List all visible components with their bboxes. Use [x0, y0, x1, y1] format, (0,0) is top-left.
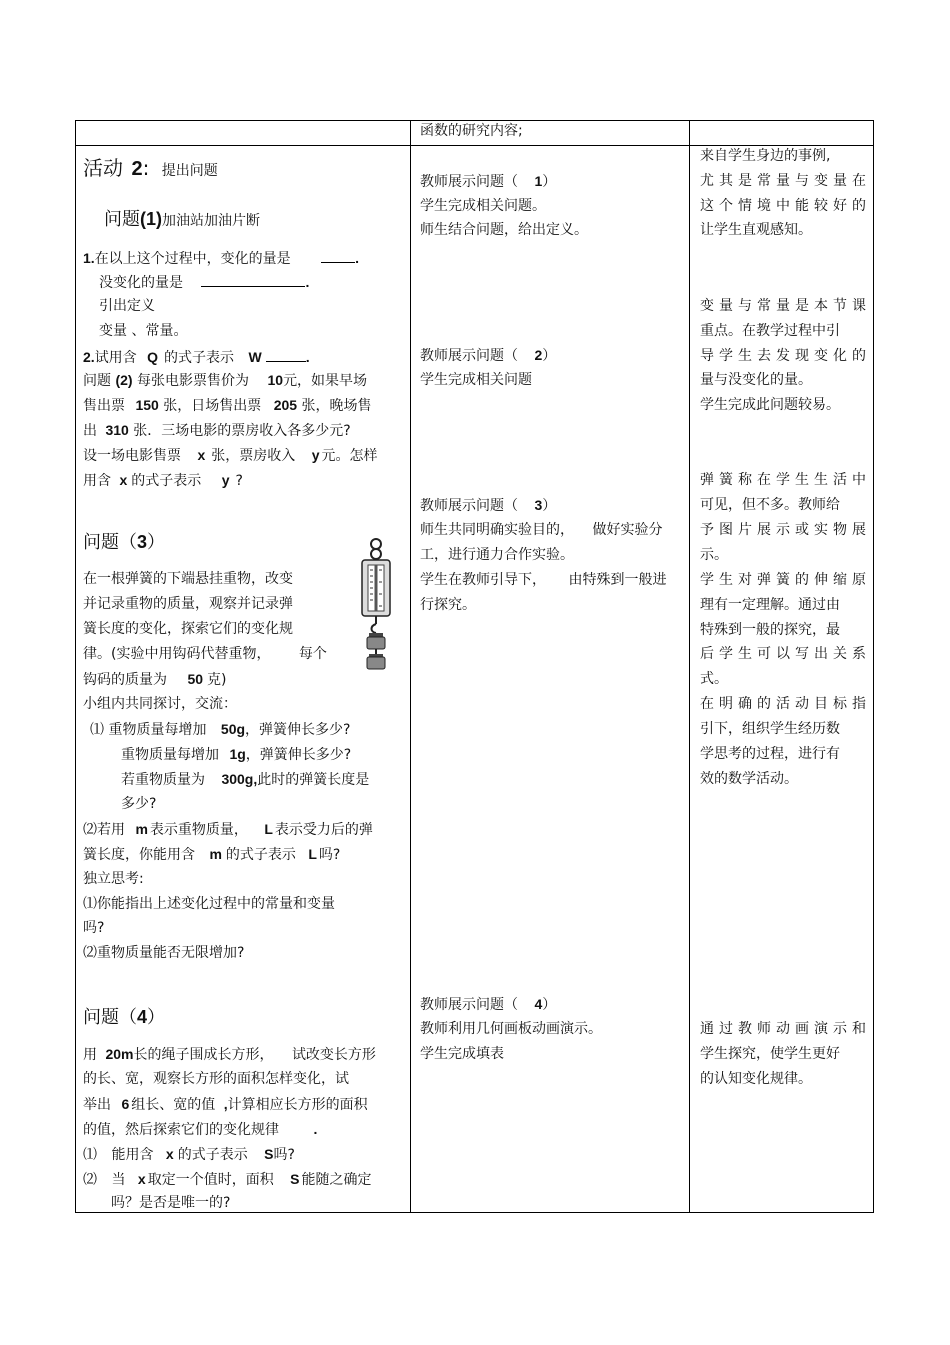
q2-l3-n: 310: [105, 422, 129, 438]
t-b2-l1-b: ）: [542, 348, 557, 364]
q4-l3-c: ,: [223, 1096, 228, 1112]
t-b2-l1-a: 教师展示问题（: [420, 348, 518, 364]
teacher-block3-line1: [420, 496, 556, 515]
q4-s1-b: 能用含: [111, 1147, 154, 1163]
design-d-line1: 通过教师动画演示和: [700, 1021, 866, 1037]
q4-sub3: 吗？是否是唯一的?: [111, 1195, 231, 1211]
q1-line5-end: .: [305, 349, 310, 365]
q2-l2-n2: 205: [273, 397, 298, 413]
q1-line5: [83, 347, 310, 367]
q3-s2-a: 重物质量每增加: [121, 747, 219, 763]
q4-l1-b: 长的绳子围成长方形，: [133, 1047, 274, 1063]
t-b4-l1-b: ）: [542, 997, 557, 1013]
q3-s5-c: 表示受力后的弹: [274, 822, 373, 838]
teacher-block4-line2: 教师利用几何画板动画演示。: [420, 1021, 602, 1037]
design-c-line10: 在明确的活动目标指: [700, 696, 866, 712]
q4-l3-n: 6: [121, 1096, 130, 1112]
q2-l1-a: 问题: [83, 373, 111, 389]
q1-title: [104, 208, 260, 231]
t-b3-l1-a: 教师展示问题（: [420, 498, 518, 514]
q1-line1-end: .: [355, 250, 360, 266]
t-b1-l1-b: ）: [542, 174, 557, 190]
table-col-divider-1: [410, 120, 411, 1213]
activity-heading-title: 提出问题: [161, 163, 218, 179]
t-b3-l1-b: ）: [542, 498, 557, 514]
q2-l2-c: 张，晚场售: [301, 398, 372, 414]
q3-p4-b: 每个: [298, 646, 327, 662]
q2-l1-n: 10: [267, 372, 284, 388]
t-b3-l2-a: 师生共同明确实验目的，: [420, 522, 574, 538]
q1-line2: [99, 272, 309, 292]
table-bottom-border: [75, 1212, 874, 1213]
q3-para-line5: [83, 670, 227, 689]
q4-line2: 的长、宽，观察长方形的面积怎样变化，试: [83, 1071, 349, 1087]
q4-l1-a: 用: [83, 1047, 97, 1063]
t-b4-l1-a: 教师展示问题（: [420, 997, 518, 1013]
q1-blank-3: [266, 347, 306, 362]
q4-line3: [83, 1095, 368, 1114]
design-c-line5: 学生对弹簧的伸缩原: [700, 572, 866, 588]
design-a-line2: 尤其是常量与变量在: [700, 173, 866, 189]
q2-l3-a: 出: [83, 423, 97, 439]
q2-l4-x: x: [197, 447, 206, 463]
design-c-line9: 式。: [700, 671, 728, 687]
q3-sub6: [83, 845, 340, 864]
table-col-divider-2: [689, 120, 690, 1213]
q1-line5-a: 试用含: [94, 350, 137, 366]
teacher-block3-line2: [420, 521, 662, 539]
q4-s2-c: 取定一个值时，面积: [147, 1172, 274, 1188]
q3-sub5: [83, 820, 373, 839]
q3-s2-n: 1g: [229, 746, 246, 762]
q3-p4-a: 律。(实验中用钩码代替重物，: [83, 646, 271, 662]
design-a-line1: 来自学生身边的事例,: [700, 148, 831, 164]
design-c-line2: 可见，但不多。教师给: [700, 497, 840, 513]
table-right-border: [873, 120, 874, 1213]
q2-l5-b: 的式子表示: [131, 473, 202, 489]
q1-line3: 引出定义: [99, 298, 155, 314]
design-b-line2: 重点。在教学过程中引: [700, 323, 840, 339]
q3-sub3: [121, 770, 369, 789]
t-b2-l1-n: 2: [534, 347, 543, 363]
design-b-line1: 变量与常量是本节课: [700, 298, 866, 314]
teacher-block1-line1: [420, 172, 556, 191]
q4-title-num: 4: [137, 1007, 148, 1027]
q2-l3-b: 张．三场电影的票房收入各多少元?: [133, 423, 351, 439]
q3-title-suffix: ）: [147, 532, 166, 553]
q4-l4-b: .: [313, 1121, 318, 1137]
q1-line5-num: 2.: [83, 349, 95, 365]
spring-scale-image: [356, 538, 396, 670]
q2-l5-y: y: [221, 472, 230, 488]
q3-s6-b: 的式子表示: [225, 847, 296, 863]
activity-heading-colon: :: [142, 156, 150, 180]
q4-s1-a: ⑴: [83, 1147, 97, 1163]
q3-para-line1: 在一根弹簧的下端悬挂重物，改变: [83, 571, 293, 587]
teacher-block2-line1: [420, 346, 556, 365]
q4-l3-b: 组长、宽的值: [131, 1097, 216, 1113]
q2-l5-c: ?: [235, 473, 243, 489]
design-c-line13: 效的数学活动。: [700, 771, 798, 787]
q3-group-discussion: 小组内共同探讨，交流：: [83, 696, 237, 712]
q2-line3: [83, 421, 351, 440]
q3-p5-b: 克): [207, 672, 227, 688]
q4-s1-x: x: [165, 1146, 174, 1162]
q3-think-1-cont: 吗?: [83, 920, 105, 936]
design-a-line4: 让学生直观感知。: [700, 222, 812, 238]
q2-l4-b: 张，票房收入: [211, 448, 296, 464]
q4-s2-x: x: [137, 1171, 146, 1187]
q3-s3-b: 此时的弹簧长度是: [257, 772, 370, 788]
t-b3-l1-n: 3: [534, 497, 543, 513]
design-c-line4: 示。: [700, 547, 728, 563]
q2-l4-y: y: [311, 447, 320, 463]
q3-sub2: [121, 745, 351, 764]
design-b-line3: 导学生去发现变化的: [700, 348, 866, 364]
q3-p5-a: 钩码的质量为: [83, 672, 167, 688]
design-c-line8: 后学生可以写出关系: [700, 646, 866, 662]
q4-title: [83, 1006, 165, 1029]
q3-s6-a: 簧长度，你能用含: [83, 847, 195, 863]
q4-line1: [83, 1045, 376, 1064]
q3-title: [83, 531, 165, 554]
table-left-border: [75, 120, 76, 1213]
q4-l4-a: 的值，然后探索它们的变化规律: [83, 1122, 279, 1138]
q1-line5-w: W: [248, 349, 262, 365]
design-c-line1: 弹簧称在学生生活中: [700, 472, 866, 488]
q3-s5-a: ⑵若用: [83, 822, 125, 838]
q3-s6-c: 吗?: [318, 847, 341, 863]
q4-line4: [83, 1120, 317, 1139]
design-b-line5: 学生完成此问题较易。: [700, 397, 840, 413]
table-top-border: [75, 120, 874, 121]
design-c-line3: 予图片展示或实物展: [700, 522, 866, 538]
q1-line4: 变量 、常量。: [99, 323, 188, 339]
q3-sub1: [90, 720, 350, 739]
design-c-line6: 理有一定理解。通过由: [700, 597, 840, 613]
q3-para-line3: 簧长度的变化，探索它们的变化规: [83, 621, 293, 637]
design-c-line12: 学思考的过程，进行有: [700, 746, 840, 762]
q2-line5: [83, 471, 243, 490]
q3-think-2: ⑵重物质量能否无限增加?: [83, 945, 245, 961]
q1-blank-1: [321, 248, 355, 263]
q4-s1-s: S: [264, 1146, 274, 1162]
q2-l2-a: 售出票: [83, 398, 125, 414]
q1-blank-2: [201, 272, 305, 287]
q4-s1-d: 吗?: [273, 1147, 295, 1163]
q3-s1-n: 50g: [220, 721, 246, 737]
q2-l5-x: x: [119, 472, 128, 488]
q4-l1-c: 试改变长方形: [291, 1047, 376, 1063]
teacher-block3-line3: 工，进行通力合作实验。: [420, 547, 574, 563]
q3-s5-b: 表示重物质量，: [149, 822, 248, 838]
q1-line2-end: .: [305, 274, 310, 290]
q3-para-line4: [83, 645, 327, 663]
q2-l2-b: 张，日场售出票: [163, 398, 262, 414]
q1-title-prefix: 问题: [104, 209, 140, 230]
q1-title-num: (1): [140, 209, 162, 229]
design-d-line3: 的认知变化规律。: [700, 1071, 812, 1087]
t-b3-l2-b: 做好实验分: [592, 522, 663, 538]
q2-l4-c: 元。怎样: [321, 448, 378, 464]
q4-s2-d: 能随之确定: [301, 1172, 372, 1188]
q3-independent-thinking: 独立思考:: [83, 871, 144, 887]
teacher-block2-line2: 学生完成相关问题: [420, 372, 532, 388]
design-a-line3: 这个情境中能较好的: [700, 198, 866, 214]
q3-p5-n: 50: [187, 671, 204, 687]
q1-line1-text: 在以上这个过程中，变化的量是: [94, 251, 291, 267]
q4-s2-b: 当: [111, 1172, 126, 1188]
activity-heading: [83, 156, 218, 181]
q2-line4: [83, 446, 378, 465]
activity-heading-num: 2: [131, 158, 143, 180]
q2-l1-b: 每张电影票售价为: [137, 373, 250, 389]
teacher-block3-line5: 行探究。: [420, 597, 476, 613]
t-b1-l1-a: 教师展示问题（: [420, 174, 518, 190]
t-b3-l4-b: 由特殊到一般进: [568, 572, 667, 588]
design-b-line4: 量与没变化的量。: [700, 372, 812, 388]
q3-s6-l: L: [308, 846, 317, 862]
table-row-divider: [75, 145, 874, 146]
q3-think-1: ⑴你能指出上述变化过程中的常量和变量: [83, 896, 335, 912]
t-b1-l1-n: 1: [534, 173, 543, 189]
q2-l2-n1: 150: [135, 397, 159, 413]
q1-title-rest: 加油站加油片断: [162, 213, 260, 229]
q3-s1-a: ⑴ 重物质量每增加: [90, 722, 207, 738]
q3-title-num: 3: [137, 532, 148, 552]
teacher-block1-line3: 师生结合问题，给出定义。: [420, 222, 588, 238]
q2-l5-a: 用含: [83, 473, 111, 489]
q3-s6-m: m: [209, 846, 222, 862]
q3-para-line2: 并记录重物的质量，观察并记录弹: [83, 596, 293, 612]
teacher-block4-line1: [420, 995, 556, 1014]
q4-s2-s: S: [290, 1171, 300, 1187]
q4-sub2: [83, 1170, 372, 1189]
q4-l3-a: 举出: [83, 1097, 111, 1113]
row0-middle-text: 函数的研究内容;: [420, 123, 523, 139]
q2-l1-num: (2): [115, 372, 133, 388]
q3-s1-b: ，弹簧伸长多少?: [245, 722, 351, 738]
q3-s3-n: 300g,: [221, 771, 258, 787]
q3-title-prefix: 问题（: [83, 532, 137, 553]
design-c-line7: 特殊到一般的探究，最: [700, 622, 840, 638]
q2-l4-a: 设一场电影售票: [83, 448, 181, 464]
q1-line2-text: 没变化的量是: [99, 275, 183, 291]
q1-line1: [83, 248, 359, 268]
q4-title-suffix: ）: [147, 1007, 166, 1028]
design-c-line11: 引下，组织学生经历数: [700, 721, 840, 737]
q3-s3-a: 若重物质量为: [121, 772, 205, 788]
q1-line5-b: 的式子表示: [164, 350, 235, 366]
teacher-block4-line3: 学生完成填表: [420, 1046, 504, 1062]
teacher-block3-line4: [420, 571, 666, 589]
q4-s1-c: 的式子表示: [177, 1147, 248, 1163]
q4-l1-n: 20m: [105, 1046, 134, 1062]
t-b3-l4-a: 学生在教师引导下，: [420, 572, 546, 588]
q2-line1: [83, 371, 367, 390]
q3-sub4: 多少?: [121, 796, 157, 812]
q3-s2-b: ，弹簧伸长多少?: [245, 747, 352, 763]
q1-line5-q: Q: [147, 349, 159, 365]
q3-s5-m: m: [135, 821, 148, 837]
q2-line2: [83, 396, 372, 415]
q4-s2-a: ⑵: [83, 1172, 97, 1188]
q2-l1-c: 元，如果早场: [283, 373, 368, 389]
q3-s5-l: L: [264, 821, 273, 837]
q1-line1-num: 1.: [83, 250, 95, 266]
q4-sub1: [83, 1145, 295, 1164]
activity-heading-prefix: 活动: [83, 156, 123, 180]
t-b4-l1-n: 4: [534, 996, 543, 1012]
q4-title-prefix: 问题（: [83, 1007, 137, 1028]
q4-l3-d: 计算相应长方形的面积: [227, 1097, 368, 1113]
design-d-line2: 学生探究，使学生更好: [700, 1046, 840, 1062]
teacher-block1-line2: 学生完成相关问题。: [420, 198, 546, 214]
